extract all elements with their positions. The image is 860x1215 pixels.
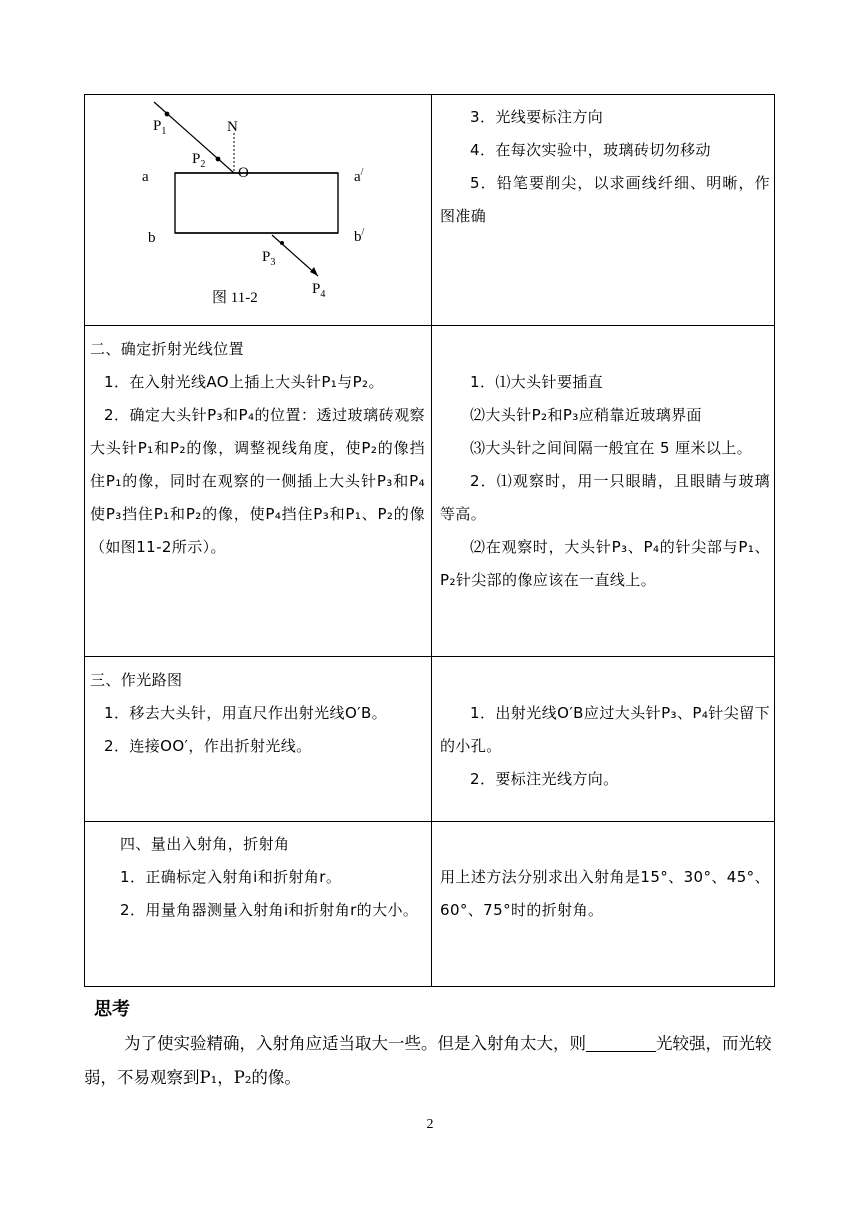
- answer-blank[interactable]: [586, 1033, 656, 1052]
- label-b-prime: b/: [354, 227, 365, 245]
- step-3-2: 2．连接OO′，作出折射光线。: [104, 737, 312, 755]
- section-heading-3: 三、作光路图: [90, 671, 183, 689]
- note-4-1: 用上述方法分别求出入射角是15°、30°、45°、60°、75°时的折射角。: [440, 868, 770, 919]
- refraction-diagram: [85, 95, 431, 325]
- step-4-1: 1．正确标定入射角i和折射角r。: [120, 868, 342, 886]
- note-2-5: ⑵在观察时，大头针P₃、P₄的针尖部与P₁、P₂针尖部的像应该在一直线上。: [440, 538, 770, 589]
- row3-steps: [90, 664, 425, 763]
- row-divider-1: [85, 325, 774, 326]
- section-heading-2: 二、确定折射光线位置: [90, 340, 245, 358]
- note-3-2: 2．要标注光线方向。: [470, 770, 619, 788]
- row3-notes: [440, 697, 770, 796]
- step-2-1: 1．在入射光线AO上插上大头针P₁与P₂。: [104, 373, 384, 391]
- step-3-1: 1．移去大头针，用直尺作出射光线O′B。: [104, 704, 388, 722]
- page-number: 2: [426, 1117, 434, 1132]
- label-p3: $P_3$: [262, 249, 276, 268]
- label-p4: $P_4$: [312, 281, 326, 300]
- row1-notes: [440, 101, 770, 233]
- note-2-1: 1．⑴大头针要插直: [470, 373, 604, 391]
- note-2-3: ⑶大头针之间间隔一般宜在 5 厘米以上。: [470, 439, 753, 457]
- thinking-text-part2: 光较强，而光较弱，不易观察到P₁，P₂的像。: [84, 1034, 772, 1087]
- step-2-2: 2．确定大头针P₃和P₄的位置：透过玻璃砖观察大头针P₁和P₂的像，调整视线角度，使P₂的像挡住P₁的像，同时在观察的一侧插上大头针P₃和P₄使P₃挡住P₁和P₂的像，使P₄挡住P₃和P₁、P₂的像（如图11-2所示）。: [90, 406, 425, 556]
- note-5: 5．铅笔要削尖，以求画线纤细、明晰，作图准确: [440, 174, 770, 225]
- thinking-heading: 思考: [94, 999, 130, 1020]
- emergent-ray: [272, 235, 318, 276]
- label-a-prime: a/: [354, 167, 364, 185]
- note-4: 4．在每次实验中，玻璃砖切勿移动: [470, 141, 711, 159]
- label-n: N: [227, 119, 238, 135]
- thinking-text-part1: 为了使实验精确，入射角应适当取大一些。但是入射角太大，则: [124, 1034, 586, 1053]
- section-heading-4: 四、量出入射角，折射角: [120, 835, 290, 853]
- column-divider: [431, 95, 432, 986]
- row-divider-3: [85, 821, 774, 822]
- figure-caption: 图 11-2: [212, 290, 258, 306]
- row4-steps: [90, 828, 425, 927]
- pin-p2: [216, 157, 221, 162]
- label-b: b: [148, 230, 156, 246]
- note-2-4: 2．⑴观察时，用一只眼睛，且眼睛与玻璃等高。: [440, 472, 770, 523]
- row4-notes: [440, 861, 770, 927]
- note-3-1: 1．出射光线O′B应过大头针P₃、P₄针尖留下的小孔。: [440, 704, 770, 755]
- experiment-table: [84, 94, 775, 987]
- note-2-2: ⑵大头针P₂和P₃应稍靠近玻璃界面: [470, 406, 702, 424]
- label-a: a: [142, 169, 149, 185]
- label-p2: $P_2$: [192, 151, 206, 170]
- pin-p3: [280, 241, 284, 245]
- note-3: 3．光线要标注方向: [470, 108, 604, 126]
- label-p1: $P_1$: [153, 118, 167, 137]
- label-o: O: [238, 165, 249, 181]
- ray-arrow: [310, 267, 318, 276]
- step-4-2: 2．用量角器测量入射角i和折射角r的大小。: [120, 901, 419, 919]
- thinking-paragraph: [84, 1027, 772, 1095]
- glass-block: [175, 173, 338, 233]
- row2-notes: [440, 366, 770, 597]
- row-divider-2: [85, 656, 774, 657]
- row2-steps: [90, 333, 425, 564]
- pin-p1: [165, 112, 170, 117]
